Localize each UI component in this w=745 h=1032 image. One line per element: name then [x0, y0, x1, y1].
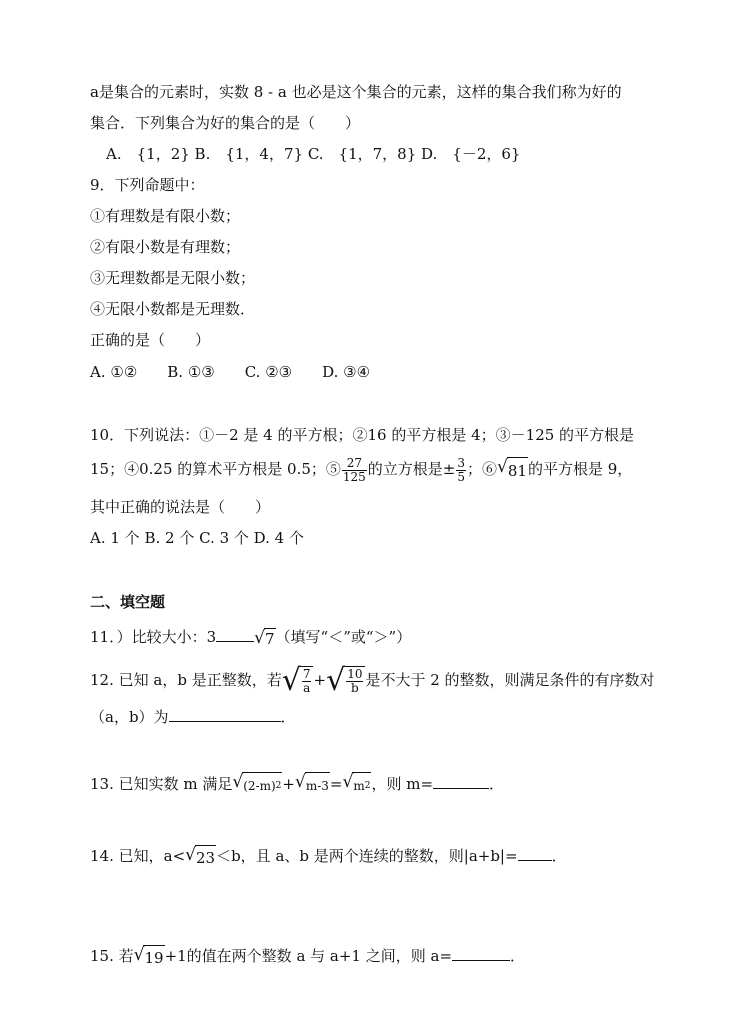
q10-segment-d: 的平方根是 9，: [527, 460, 633, 478]
q12-fraction-10-b: [346, 668, 363, 695]
q8-text-line1: a是集合的元素时，实数 8 - a 也必是这个集合的元素，这样的集合我们称为好的: [90, 83, 622, 101]
q12-plus: +: [313, 671, 327, 689]
q14-end: ．: [551, 847, 567, 865]
fraction-denominator: b: [350, 681, 359, 695]
q15-segment-a: 15. 若: [90, 947, 134, 965]
radicand-base: m: [353, 778, 365, 793]
radicand-base: (2-m): [243, 778, 276, 793]
q9-item-3: ③无理数都是无限小数；: [90, 269, 256, 287]
fraction-numerator: 7: [302, 667, 311, 681]
q12-text-line2: [90, 707, 296, 727]
q10-text-line1: 10．下列说法：①－2 是 4 的平方根；②16 的平方根是 4；③－125 的平方根是: [90, 426, 635, 444]
radical-sign-icon: √: [497, 456, 508, 477]
q12-text-line1: [90, 664, 655, 696]
q14-answer-blank[interactable]: [518, 846, 552, 861]
q12-end: ．: [280, 708, 296, 726]
q11-sqrt-7: [254, 628, 275, 649]
radicand: 23: [195, 845, 216, 870]
q8-options: A. {1，2} B. {1，4，7} C. {1，7，8} D. {－2，6}: [106, 145, 521, 163]
fraction-denominator: a: [303, 681, 311, 695]
q12-segment-line2: （a，b）为: [90, 708, 169, 726]
radical-sign-icon: √: [232, 771, 244, 792]
radical-sign-icon: √: [281, 663, 301, 698]
q9-options: A. ①② B. ①③ C. ②③ D. ③④: [90, 363, 371, 381]
q13-sqrt-m-squared: [342, 772, 371, 799]
q12-segment-b: 是不大于 2 的整数，则满足条件的有序数对: [365, 671, 655, 689]
q9-ask: 正确的是（ ）: [90, 331, 211, 349]
q13-sqrt-m-minus-3: [295, 772, 330, 799]
q12-fraction-7-a: [302, 668, 312, 695]
exponent: 2: [275, 780, 282, 791]
fraction-denominator: 5: [457, 469, 466, 484]
q12-answer-blank[interactable]: [169, 707, 281, 722]
q13-segment-a: 13. 已知实数 m 满足: [90, 775, 233, 793]
q13-answer-blank[interactable]: [433, 774, 489, 789]
q13-equals: =: [329, 775, 343, 793]
q12-sqrt-7-over-a: [281, 663, 314, 698]
q10-segment-c: ；⑥: [467, 460, 498, 478]
q12-segment-a: 12. 已知 a，b 是正整数，若: [90, 671, 282, 689]
radicand: [352, 772, 371, 799]
q10-segment-a: 15；④0.25 的算术平方根是 0.5；⑤: [90, 460, 341, 478]
q11-segment-b: （填写“＜”或“＞”）: [275, 628, 412, 646]
radical-sign-icon: √: [185, 844, 196, 865]
q10-text-line3: 其中正确的说法是（ ）: [90, 498, 271, 516]
q9-item-2: ②有限小数是有理数；: [90, 238, 241, 256]
q8-text-line2: 集合．下列集合为好的集合的是（ ）: [90, 114, 361, 132]
q10-text-line2: [90, 456, 632, 484]
q9-item-4: ④无限小数都是无理数．: [90, 300, 256, 318]
q14-sqrt-23: [185, 845, 216, 870]
q10-fraction-27-125: [342, 457, 367, 484]
q11-segment-a: 11．）比较大小：3: [90, 628, 217, 646]
radical-sign-icon: √: [133, 944, 145, 965]
fraction-numerator: 3: [457, 455, 466, 470]
q13-sqrt-2-minus-m-squared: [232, 772, 282, 799]
q15-segment-b: +1的值在两个整数 a 与 a+1 之间，则 a=: [164, 947, 453, 965]
radical-sign-icon: √: [294, 771, 306, 792]
q10-fraction-3-5: [456, 457, 466, 484]
q13-plus: +: [282, 775, 295, 793]
radicand: 19: [143, 945, 164, 970]
q15-end: ．: [510, 947, 526, 965]
section-title-fill-in: 二、填空题: [90, 593, 166, 611]
q11-answer-blank[interactable]: [216, 627, 254, 642]
q12-sqrt-10-over-b: [326, 663, 365, 698]
q15-text: [90, 944, 525, 970]
q14-segment-b: ＜b，且 a、b 是两个连续的整数，则|a+b|=: [216, 847, 518, 865]
radicand: 7: [264, 629, 275, 648]
radicand: m-3: [305, 772, 330, 799]
q10-sqrt-81: [497, 457, 528, 484]
q10-segment-b: 的立方根是±: [367, 460, 456, 478]
exponent: 2: [364, 780, 371, 791]
fraction-denominator: 125: [342, 469, 366, 484]
fraction-numerator: 27: [342, 457, 367, 471]
radical-sign-icon: √: [326, 663, 346, 698]
q9-stem: 9．下列命题中：: [90, 176, 205, 194]
radicand: [242, 772, 282, 799]
radicand: [300, 666, 314, 696]
radical-sign-icon: √: [254, 627, 265, 648]
q15-answer-blank[interactable]: [452, 946, 510, 961]
q15-sqrt-19: [134, 945, 165, 970]
q13-segment-b: ，则 m=: [371, 775, 434, 793]
q10-options: A. 1 个 B. 2 个 C. 3 个 D. 4 个: [90, 529, 304, 547]
q14-segment-a: 14. 已知，a<: [90, 847, 186, 865]
q11-text: [90, 627, 411, 649]
radical-sign-icon: √: [342, 771, 354, 792]
fraction-numerator: 10: [347, 667, 363, 681]
q9-item-1: ①有理数是有限小数；: [90, 207, 241, 225]
q13-end: ．: [489, 775, 505, 793]
q14-text: [90, 844, 567, 870]
q13-text: [90, 771, 504, 799]
radicand: 81: [507, 457, 528, 484]
radicand: [344, 666, 365, 696]
